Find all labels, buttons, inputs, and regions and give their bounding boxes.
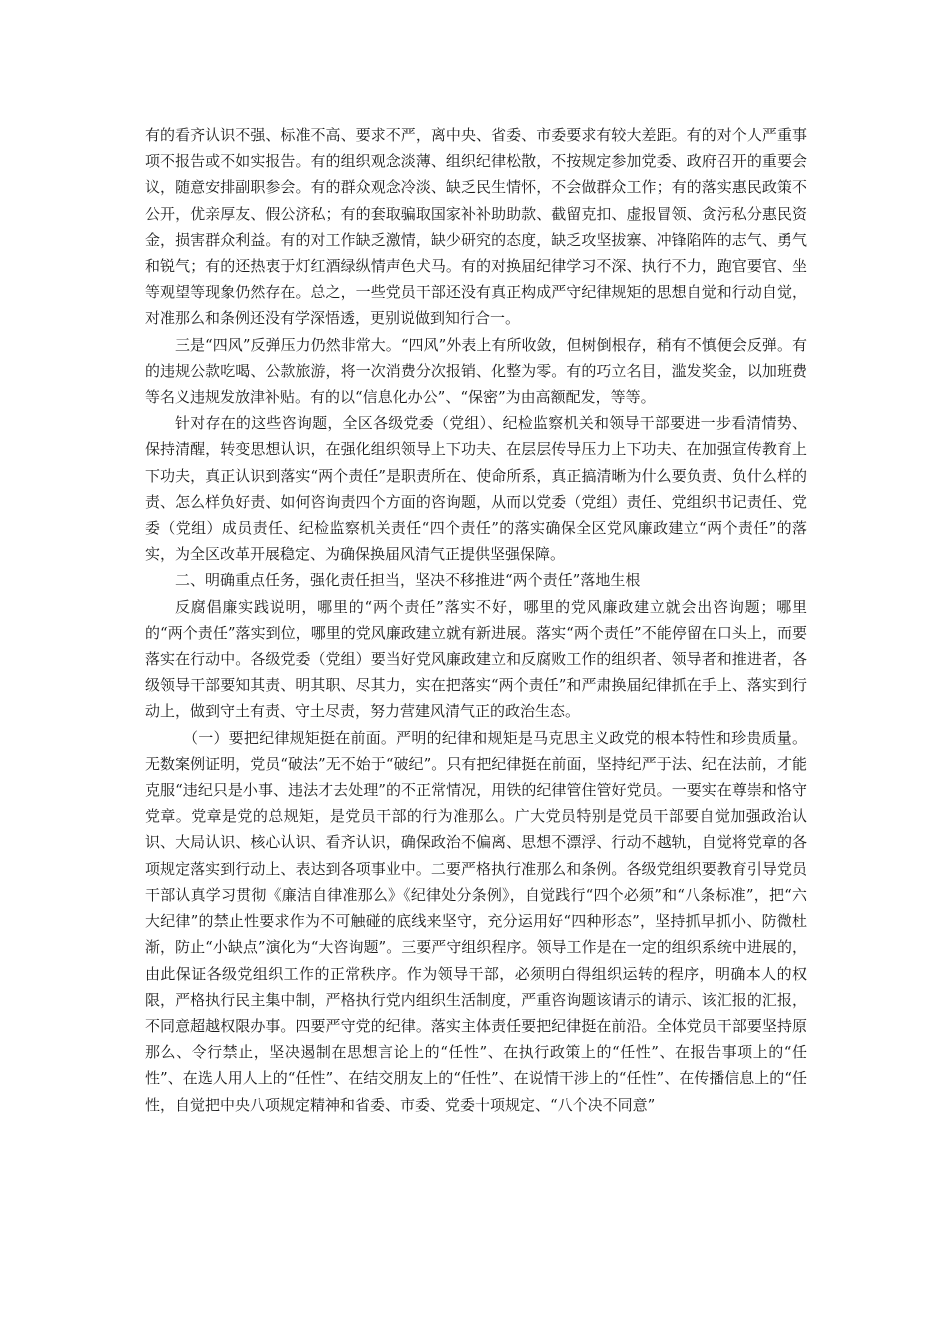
paragraph-continuation: 有的看齐认识不强、标准不高、要求不严，离中央、省委、市委要求有较大差距。有的对个人严重事项不报告或不如实报告。有的组织观念淡薄、组织纪律松散，不按规定参加党委、政府召开的重要会议，随意安排副职参会。有的群众观念冷淡、缺乏民生情怀，不会做群众工作；有的落实惠民政策不公开，优亲厚友、假公济私；有的套取骗取国家补补助助款、截留克扣、虚报冒领、贪污私分惠民资金，损害群众利益。有的对工作缺乏激情，缺少研究的态度，缺乏攻坚拔寨、冲锋陷阵的志气、勇气和锐气；有的还热衷于灯红酒绿纵情声色犬马。有的对换届纪律学习不深、执行不力，跑官要官、坐等观望等现象仍然存在。总之，一些党员干部还没有真正构成严守纪律规矩的思想自觉和行动自觉，对准那么和条例还没有学深悟透，更别说做到知行合一。 [145,126,807,328]
section-heading-two: 二、明确重点任务，强化责任担当，坚决不移推进“两个责任”落地生根 [175,571,641,590]
paragraph-problems-response: 针对存在的这些咨询题，全区各级党委（党组）、纪检监察机关和领导干部要进一步看清情势、保持清醒，转变思想认识，在强化组织领导上下功夫、在层层传导压力上下功夫、在加强宣传教育上下功夫，真正认识到落实“两个责任”是职责所在、使命所系，真正搞清晰为什么要负责、负什么样的责、怎么样负好责、如何咨询责四个方面的咨询题，从而以党委（党组）责任、党组织书记责任、党委（党组）成员责任、纪检监察机关责任“四个责任”的落实确保全区党风廉政建立“两个责任”的落实，为全区改革开展稳定、为确保换届风清气正提供坚强保障。 [145,414,807,564]
paragraph-discipline-first: （一）要把纪律规矩挺在前面。严明的纪律和规矩是马克思主义政党的根本特性和珍贵质量。无数案例证明，党员“破法”无不始于“破纪”。只有把纪律挺在前面，坚持纪严于法、纪在法前，才能克服“违纪只是小事、违法才去处理”的不正常情况，用铁的纪律管住管好党员。一要实在尊崇和恪守党章。党章是党的总规矩，是党员干部的行为准那么。广大党员特别是党员干部要自觉加强政治认识、大局认识、核心认识、看齐认识，确保政治不偏离、思想不漂浮、行动不越轨，自觉将党章的各项规定落实到行动上、表达到各项事业中。二要严格执行准那么和条例。各级党组织要教育引导党员干部认真学习贯彻《廉洁自律准那么》《纪律处分条例》，自觉践行“四个必须”和“八条标准”，把“六大纪律”的禁止性要求作为不可触碰的底线来坚守，充分运用好“四种形态”，坚持抓早抓小、防微杜渐，防止“小缺点”演化为“大咨询题”。三要严守组织程序。领导工作是在一定的组织系统中进展的，由此保证各级党组织工作的正常秩序。作为领导干部，必须明白得组织运转的程序，明确本人的权限，严格执行民主集中制，严格执行党内组织生活制度，严重咨询题该请示的请示、该汇报的汇报，不同意超越权限办事。四要严守党的纪律。落实主体责任要把纪律挺在前沿。全体党员干部要坚持原那么、令行禁止，坚决遏制在思想言论上的“任性”、在执行政策上的“任性”、在报告事项上的“任性”、在选人用人上的“任性”、在结交朋友上的“任性”、在说情干涉上的“任性”、在传播信息上的“任性，自觉把中央八项规定精神和省委、市委、党委十项规定、“八个决不同意” [145,728,807,1114]
paragraph-four-winds: 三是“四风”反弹压力仍然非常大。“四风”外表上有所收敛，但树倒根存，稍有不慎便会反弹。有的违规公款吃喝、公款旅游，将一次消费分次报销、化整为零。有的巧立名目，滥发奖金，以加班费等名义违规发放津补贴。有的以“信息化办公”、“保密”为由高额配发，等等。 [145,335,807,407]
document-page [145,122,807,1118]
paragraph-anti-corruption-practice: 反腐倡廉实践说明，哪里的“两个责任”落实不好，哪里的党风廉政建立就会出咨询题；哪里的“两个责任”落实到位，哪里的党风廉政建立就有新进展。落实“两个责任”不能停留在口头上，而要落实在行动中。各级党委（党组）要当好党风廉政建立和反腐败工作的组织者、领导者和推进者，各级领导干部要知其责、明其职、尽其力，实在把落实“两个责任”和严肃换届纪律抓在手上、落实到行动上，做到守土有责、守土尽责，努力营建风清气正的政治生态。 [145,597,807,721]
